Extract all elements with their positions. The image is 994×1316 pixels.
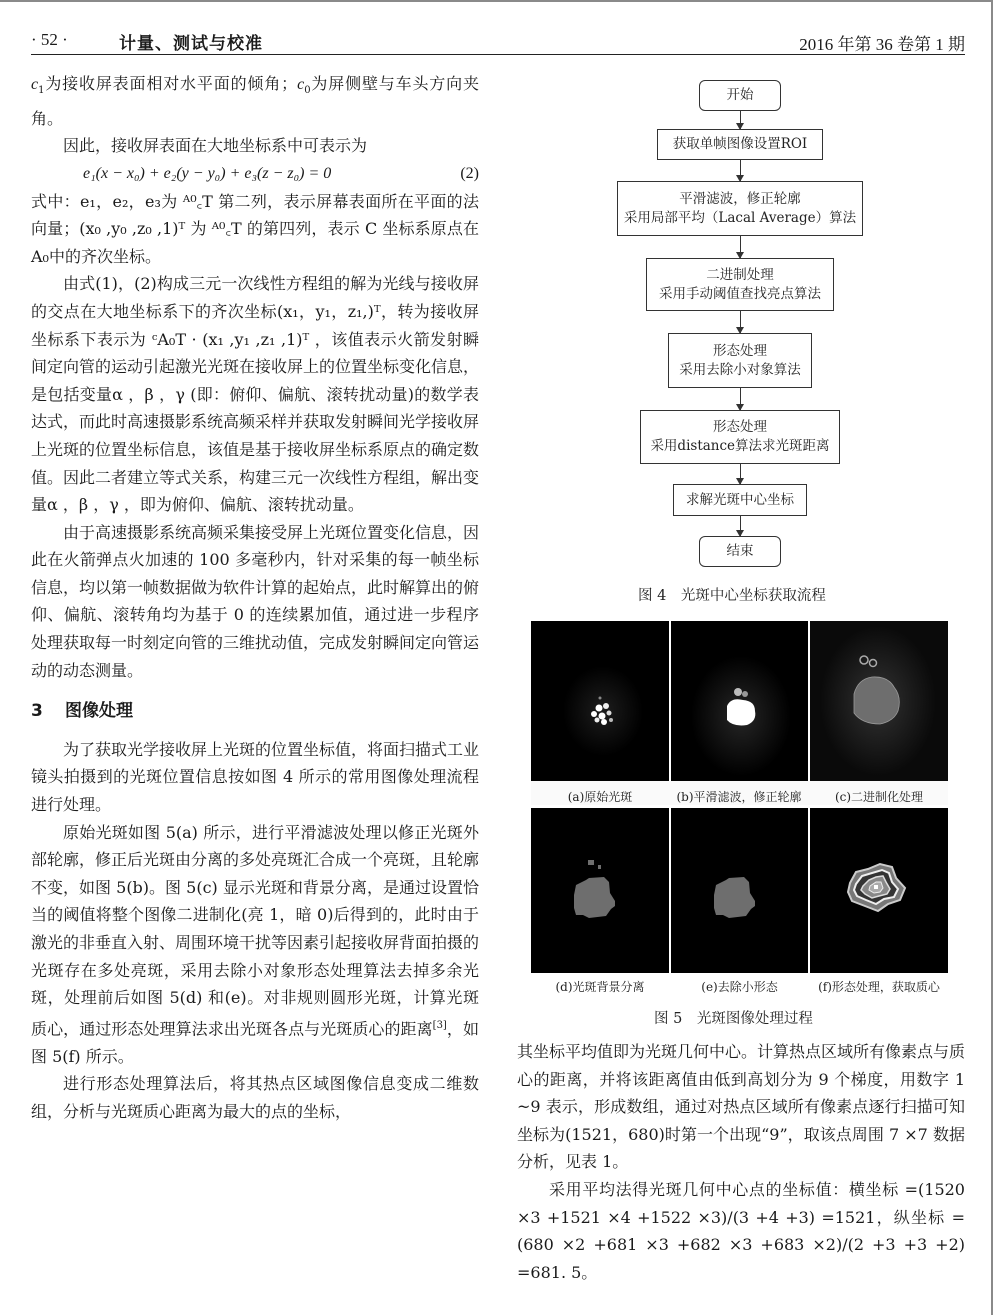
- equation-number: (2): [460, 164, 479, 182]
- flow-arrow: [740, 111, 741, 129]
- centroid-contour-image: [810, 808, 948, 973]
- equation-body: e₁(x − x₀) + e₂(y − y₀) + e₃(z − z₀) = 0: [83, 164, 332, 182]
- section-title: 图像处理: [65, 701, 133, 722]
- flow-arrow: [740, 236, 741, 258]
- right-column-text: [517, 1038, 965, 1286]
- paragraph-processing-steps: 原始光斑如图 5(a) 所示，进行平滑滤波处理以修正光斑外部轮廓，修正后光斑由分离的多处亮斑汇合成一个亮斑，且轮廓不变，如图 5(b)。图 5(c) 显示光斑和背景分离，是通过设置恰当的阈值将整个图像二进制化(亮 1，暗 0)后得到的，此时由于激光的非垂直入射、周围环境干扰等因素引起接收屏背面拍摄的光斑存在多处亮斑，采用去除小对象形态处理算法去掉多余光斑，处理前后如图 5(d) 和(e)。对非规则圆形光斑，计算光斑质心，通过形态处理算法求出光斑各点与光斑质心的距离[3]，如图 5(f) 所示。: [31, 822, 480, 1066]
- flow-arrow: [740, 516, 741, 536]
- paragraph-linear-system: 由式(1)，(2)构成三元一次线性方程组的解为光线与接收屏的交点在大地坐标系下的齐次坐标(x₁，y₁，z₁,)ᵀ，转为接收屏坐标系下表示为 ᶜA₀T · (x₁ ,y₁ ,z₁ ,1)ᵀ ，该值表示火箭发射瞬间定向管的运动引起激光光斑在接收屏上的位置坐标变化信息，是包括变量α ，β ，γ (即：俯仰、偏航、滚转扰动量)的数学表达式，而此时高速摄影系统高频采样并获取发射瞬间光学接收屏上光斑的位置坐标信息，该值是基于接收屏坐标系原点的确定数值。因此二者建立等式关系，构建三元一次线性方程组，解出变量α ，β ，γ ，即为俯仰、偏航、滚转扰动量。: [31, 274, 480, 515]
- panel-a-raw-spot: [531, 621, 669, 781]
- paragraph-geometric-center: 其坐标平均值即为光斑几何中心。计算热点区域所有像素点与质心的距离，并将该距离值由低到高划分为 9 个梯度，用数字 1 ~9 表示，形成数组，通过对热点区域所有像素点逐行扫描可知坐标为(1521，680)时第一个出现“9”，取该点周围 7 ×7 数据分析，见表 1。: [517, 1042, 966, 1172]
- journal-title: 计量、测试与校准: [119, 34, 263, 54]
- paragraph-hotspot: 进行形态处理算法后，将其热点区域图像信息变成二维数组，分析与光斑质心距离为最大的点的坐标，: [31, 1074, 479, 1121]
- flow-step-remove-small: 形态处理 采用去除小对象算法: [668, 333, 812, 388]
- flow-arrow: [740, 311, 741, 333]
- flow-arrow: [740, 388, 741, 410]
- section-heading: [31, 698, 479, 726]
- paragraph-high-speed: 由于高速摄影系统高频采集接受屏上光斑位置变化信息，因此在火箭弹点火加速的 100 多毫秒内，针对采集的每一帧坐标信息，均以第一帧数据做为软件计算的起始点，此时解算出的俯仰、偏航、滚转角均为基于 0 的连续累加值，通过进一步程序处理获取每一时刻定向管的三维扰动值，完成发射瞬间定向管运动的动态测量。: [31, 522, 480, 680]
- flow-arrow: [740, 464, 741, 484]
- equation-2: [31, 160, 479, 188]
- running-header: [31, 26, 965, 55]
- cleaned-spot-image: [671, 808, 808, 973]
- paragraph-where: 式中：e₁，e₂，e₃为 ᴬ⁰꜀T 第二列，表示屏幕表面所在平面的法向量；(x₀ ,y₀ ,z₀ ,1)ᵀ 为 ᴬ⁰꜀T 的第四列，表示 C 坐标系原点在 A₀中的齐次坐标。: [31, 191, 479, 266]
- smoothed-spot-image: [671, 621, 808, 781]
- panel-e-caption: (e)去除小形态: [701, 980, 778, 994]
- panel-f-caption: (f)形态处理，获取质心: [818, 980, 940, 994]
- panel-e-remove-small: [671, 808, 808, 973]
- citation-ref[interactable]: [3]: [432, 1019, 447, 1031]
- flow-step-distance: 形态处理 采用distance算法求光斑距离: [640, 410, 840, 464]
- paragraph-average-method: 采用平均法得光斑几何中心点的坐标值：横坐标 =(1520 ×3 +1521 ×4 +1522 ×3)/(3 +4 +3) =1521，纵坐标 =(680 ×2 +681 ×3 +682 ×3 +683 ×2)/(2 +3 +3 +2) =681. 5。: [517, 1179, 965, 1282]
- paragraph-process-intro: 为了获取光学接收屏上光斑的位置坐标值，将面扫描式工业镜头拍摄到的光斑位置信息按如图 4 所示的常用图像处理流程进行处理。: [31, 739, 480, 815]
- flow-step-start: 开始: [699, 80, 781, 111]
- separated-spot-image: [531, 808, 669, 973]
- panel-d-caption: (d)光斑背景分离: [555, 980, 645, 994]
- section-number: 3: [31, 701, 43, 722]
- flow-step-roi: 获取单帧图像设置ROI: [657, 129, 823, 160]
- flow-step-smoothing: 平滑滤波，修正轮廓 采用局部平均（Lacal Average）算法: [617, 181, 863, 236]
- issue-info: 2016 年第 36 卷第 1 期: [799, 35, 965, 54]
- panel-b-caption: (b)平滑滤波，修正轮廓: [676, 790, 802, 804]
- binarized-spot-image: [810, 621, 948, 781]
- panel-a-caption: (a)原始光斑: [567, 790, 633, 804]
- paragraph-angle-definitions: $c_1$为接收屏表面相对水平面的倾角；$c_0$为屏侧壁与车头方向夹角。: [31, 74, 479, 128]
- raw-spot-image: [531, 621, 669, 781]
- flow-step-end: 结束: [699, 536, 781, 567]
- panel-b-smoothed: [671, 621, 808, 781]
- paragraph-plane-intro: 因此，接收屏表面在大地坐标系中可表示为: [63, 136, 368, 156]
- page-number: · 52 ·: [31, 30, 68, 49]
- flow-arrow: [740, 160, 741, 181]
- panel-f-centroid: [810, 808, 948, 973]
- figure-4-caption: 图 4 光斑中心坐标获取流程: [638, 588, 826, 604]
- panel-d-background-separation: [531, 808, 669, 973]
- panel-c-caption: (c)二进制化处理: [834, 790, 924, 804]
- flow-step-binary: 二进制处理 采用手动阈值查找亮点算法: [646, 258, 834, 311]
- figure-5-caption: 图 5 光斑图像处理过程: [654, 1011, 813, 1027]
- left-column: [31, 70, 479, 1125]
- flow-step-center: 求解光斑中心坐标: [673, 484, 807, 516]
- panel-c-binarized: [810, 621, 948, 781]
